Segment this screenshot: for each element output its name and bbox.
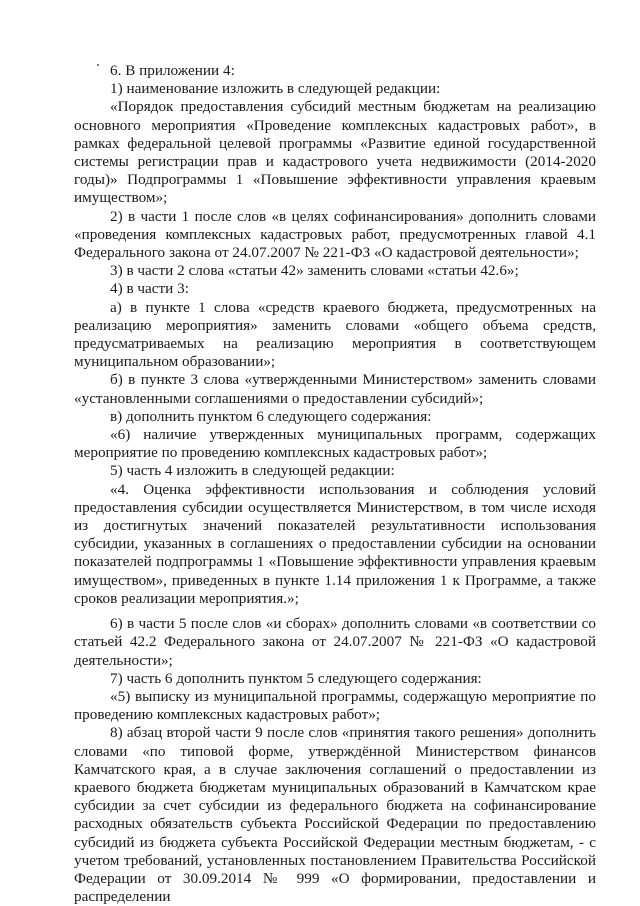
sub-item-8: 8) абзац второй части 9 после слов «принятия такого решения» дополнить словами «по типовой форме, утверждённой Министерством финансов Камчатского края, а в случае заключения соглашений о предоставлении из краевого бюджета бюджетам муниципальных образований в Камчатском крае субсидии за счет субсидии из федерального бюджета на софинансирование расходных обязательств субъекта Российской Федерации по предоставлению субсидий из бюджета субъекта Российской Федерации местным бюджетам, - с учетом требований, установленных постановлением Правительства Российской Федерации от 30.09.2014 № 999 «О формировании, предоставлении и распределении [74, 724, 596, 906]
sub-item-5: 5) часть 4 изложить в следующей редакции: [110, 462, 395, 480]
quoted-point-6: «6) наличие утвержденных муниципальных программ, содержащих мероприятие по проведению комплексных кадастровых работ»; [74, 426, 596, 462]
sub-item-4v: в) дополнить пунктом 6 следующего содержания: [110, 407, 432, 425]
scan-dot [97, 64, 99, 66]
sub-item-1: 1) наименование изложить в следующей редакции: [110, 80, 441, 98]
sub-item-4: 4) в части 3: [110, 280, 189, 298]
sub-item-7: 7) часть 6 дополнить пунктом 5 следующего содержания: [110, 669, 482, 687]
sub-item-2: 2) в части 1 после слов «в целях софинансирования» дополнить словами «проведения комплексных кадастровых работ, предусмотренных главой 4.1 Федерального закона от 24.07.2007 № 221-ФЗ «О кадастровой деятельности»; [74, 207, 596, 262]
item-6-heading: 6. В приложении 4: [110, 62, 235, 79]
quoted-point-5: «5) выписку из муниципальной программы, содержащую мероприятие по проведению комплексных кадастровых работ»; [74, 687, 596, 724]
sub-item-3: 3) в части 2 слова «статьи 42» заменить словами «статьи 42.6»; [110, 262, 519, 280]
sub-item-6: 6) в части 5 после слов «и сборах» дополнить словами «в соответствии со статьей 42.2 Федерального закона от 24.07.2007 № 221-ФЗ «О кадастровой деятельности»; [74, 615, 596, 669]
sub-item-4a: а) в пункте 1 слова «средств краевого бюджета, предусмотренных на реализацию мероприятия» заменить словами «общего объема средств, предусматриваемых на реализацию мероприятия в соответствующем муниципальном образовании»; [74, 298, 596, 371]
sub-item-4b: б) в пункте 3 слова «утвержденными Министерством» заменить словами «установленными соглашениями о предоставлении субсидий»; [74, 371, 596, 407]
quoted-title: «Порядок предоставления субсидий местным бюджетам на реализацию основного мероприятия «Проведение комплексных кадастровых работ», в рамках федеральной целевой программы «Развитие единой государственной системы регистрации прав и кадастрового учета недвижимости (2014-2020 годы)» Подпрограммы 1 «Повышение эффективности управления краевым имуществом»; [74, 98, 596, 207]
quoted-part-4: «4. Оценка эффективности использования и соблюдения условий предоставления субсидии осуществляется Министерством, в том числе исходя из достигнутых значений показателей результативности использования субсидии, указанных в соглашениях о предоставлении субсидии на основании показателей подпрограммы 1 «Повышение эффективности управления краевым имуществом», приведенных в пункте 1.14 приложения 1 к Программе, а также сроков реализации мероприятия.»; [74, 480, 596, 607]
